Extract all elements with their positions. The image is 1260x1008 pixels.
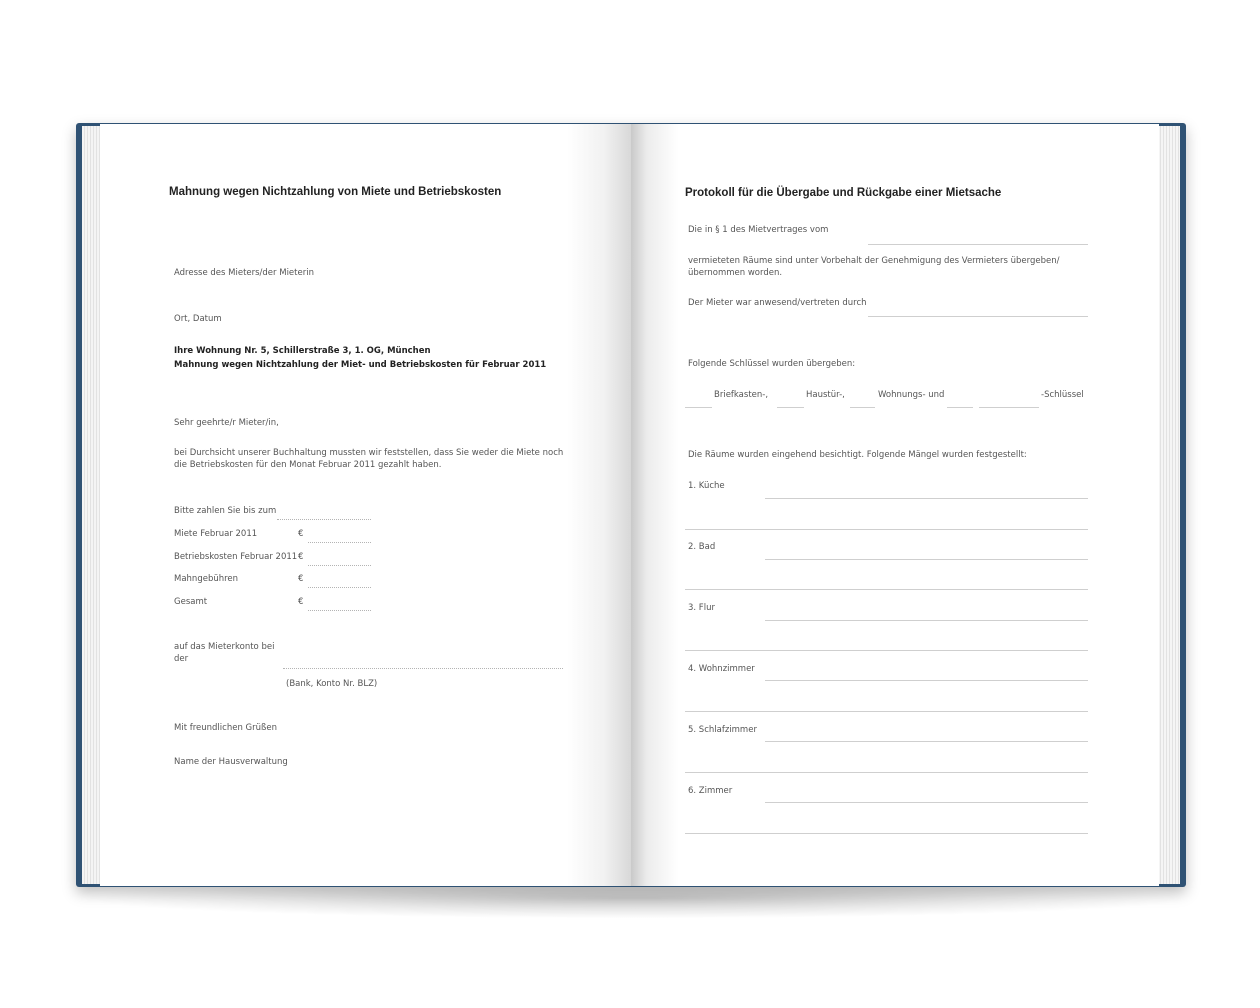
- room-label-bedroom: 5. Schlafzimmer: [688, 725, 757, 735]
- subject-line-2: Mahnung wegen Nichtzahlung der Miet- und Betriebskosten für Februar 2011: [174, 360, 547, 370]
- amount-label-rent: Miete Februar 2011: [174, 529, 258, 539]
- inspection-label: Die Räume wurden eingehend besichtigt. Folgende Mängel wurden festgestellt:: [688, 450, 1027, 460]
- house-key-count-field[interactable]: [777, 407, 804, 408]
- amount-label-operating-costs: Betriebskosten Februar 2011: [174, 552, 298, 562]
- mailbox-key-label: Briefkasten-,: [714, 390, 769, 400]
- tenant-representative-field[interactable]: [868, 316, 1088, 317]
- subject-line-1: Ihre Wohnung Nr. 5, Schillerstraße 3, 1. OG, München: [174, 346, 431, 356]
- currency-symbol: €: [298, 574, 304, 584]
- mailbox-key-count-field[interactable]: [685, 407, 712, 408]
- salutation: Sehr geehrte/r Mieter/in,: [174, 418, 279, 428]
- amount-field-dunning-fees[interactable]: [308, 587, 371, 588]
- currency-symbol: €: [298, 552, 304, 562]
- management-label: Name der Hausverwaltung: [174, 757, 288, 767]
- other-key-count-field[interactable]: [947, 407, 973, 408]
- room-defects-field-living-room-2[interactable]: [685, 711, 1088, 712]
- left-page-title: Mahnung wegen Nichtzahlung von Miete und Betriebskosten: [169, 186, 502, 198]
- keys-label: Folgende Schlüssel wurden übergeben:: [688, 359, 856, 369]
- body-line-1: bei Durchsicht unserer Buchhaltung mussten wir feststellen, dass Sie weder die Miete noch: [174, 448, 564, 458]
- house-key-label: Haustür-,: [806, 390, 845, 400]
- amount-label-dunning-fees: Mahngebühren: [174, 574, 239, 584]
- room-label-hallway: 3. Flur: [688, 603, 715, 613]
- room-defects-field-hallway-2[interactable]: [685, 650, 1088, 651]
- room-defects-field-hallway[interactable]: [765, 620, 1088, 621]
- place-date-label: Ort, Datum: [174, 314, 222, 324]
- room-label-room: 6. Zimmer: [688, 786, 733, 796]
- room-defects-field-living-room[interactable]: [765, 680, 1088, 681]
- account-label-line-1: auf das Mieterkonto bei: [174, 642, 275, 652]
- contract-label: Die in § 1 des Mietvertrages vom: [688, 225, 829, 235]
- account-label-line-2: der: [174, 654, 189, 664]
- room-label-kitchen: 1. Küche: [688, 481, 725, 491]
- closing: Mit freundlichen Grüßen: [174, 723, 277, 733]
- amount-field-total[interactable]: [308, 610, 371, 611]
- approval-line-2: übernommen worden.: [688, 268, 783, 278]
- room-defects-field-bedroom-2[interactable]: [685, 772, 1088, 773]
- room-defects-field-kitchen[interactable]: [765, 498, 1088, 499]
- pay-until-label: Bitte zahlen Sie bis zum: [174, 506, 277, 516]
- contract-date-field[interactable]: [868, 244, 1088, 245]
- apartment-key-label: Wohnungs- und: [878, 390, 945, 400]
- key-suffix-label: -Schlüssel: [1041, 390, 1084, 400]
- other-key-name-field[interactable]: [979, 407, 1039, 408]
- right-page-title: Protokoll für die Übergabe und Rückgabe einer Mietsache: [685, 187, 1002, 199]
- room-label-bathroom: 2. Bad: [688, 542, 716, 552]
- apartment-key-count-field[interactable]: [850, 407, 875, 408]
- room-defects-field-bathroom[interactable]: [765, 559, 1088, 560]
- body-line-2: die Betriebskosten für den Monat Februar 2011 gezahlt haben.: [174, 460, 442, 470]
- amount-label-total: Gesamt: [174, 597, 208, 607]
- room-defects-field-room[interactable]: [765, 802, 1088, 803]
- pay-until-field[interactable]: [277, 519, 371, 520]
- address-label: Adresse des Mieters/der Mieterin: [174, 268, 314, 278]
- amount-field-operating-costs[interactable]: [308, 565, 371, 566]
- right-page: [631, 124, 1159, 886]
- currency-symbol: €: [298, 529, 304, 539]
- room-defects-field-bedroom[interactable]: [765, 741, 1088, 742]
- amount-field-rent[interactable]: [308, 542, 371, 543]
- room-defects-field-room-2[interactable]: [685, 833, 1088, 834]
- left-page: [100, 124, 631, 886]
- bank-hint: (Bank, Konto Nr. BLZ): [286, 679, 378, 689]
- tenant-label: Der Mieter war anwesend/vertreten durch: [688, 298, 867, 308]
- room-label-living-room: 4. Wohnzimmer: [688, 664, 755, 674]
- room-defects-field-kitchen-2[interactable]: [685, 529, 1088, 530]
- bank-account-field[interactable]: [283, 668, 563, 669]
- room-defects-field-bathroom-2[interactable]: [685, 589, 1088, 590]
- approval-line-1: vermieteten Räume sind unter Vorbehalt der Genehmigung des Vermieters übergeben/: [688, 256, 1060, 266]
- currency-symbol: €: [298, 597, 304, 607]
